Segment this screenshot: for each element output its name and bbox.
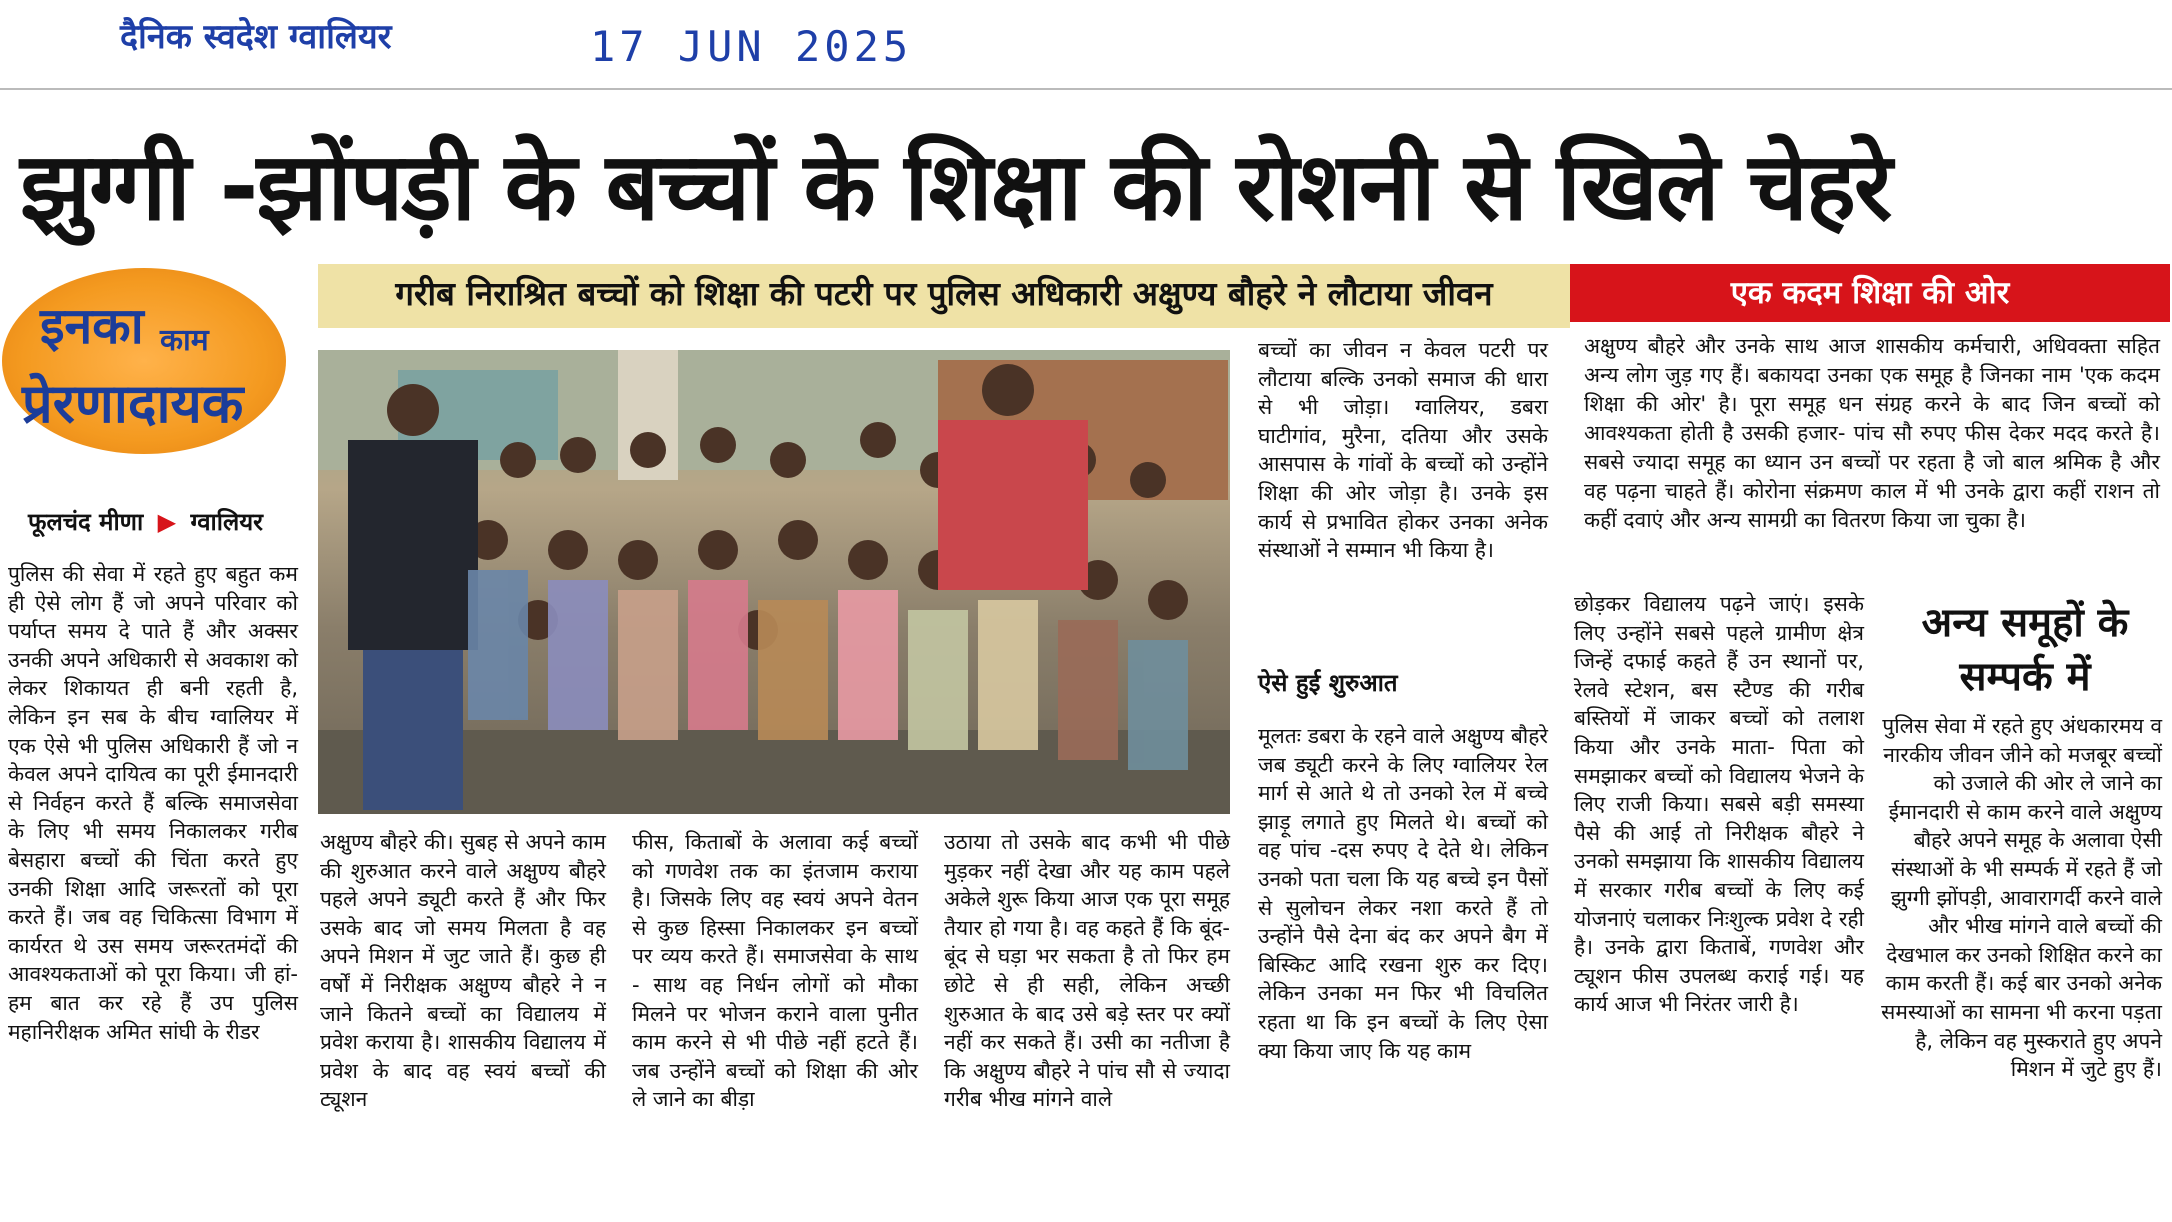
byline-place: ग्वालियर bbox=[190, 508, 263, 536]
subheadline: गरीब निराश्रित बच्चों को शिक्षा की पटरी पर पुलिस अधिकारी अक्षुण्य बौहरे ने लौटाया जीवन bbox=[395, 274, 1493, 313]
article-column-5b: मूलतः डबरा के रहने वाले अक्षुण्य बौहरे जब ड्यूटी करने के लिए ग्वालियर रेल मार्ग से आते थे तो उनको रेल में बच्चे झाड़ू लगाते हुए मिलते थे। बच्चों को वह पांच -दस रुपए दे देते थे। लेकिन उनको पता चला कि यह बच्चे इन पैसों से सुलोचन लेकर नशा करते हैं तो उन्होंने पैसे देना बंद कर अपने बैग में बिस्किट आदि रखना शुरु कर दिए। लेकिन उनका मन फिर भी विचलित रहता था कि इन बच्चों के लिए ऐसा क्या किया जाए कि यह काम bbox=[1258, 724, 1548, 1063]
sidebar-text: अक्षुण्य बौहरे और उनके साथ आज शासकीय कर्मचारी, अधिवक्ता सहित अन्य लोग जुड़ गए हैं। बकायदा उनका एक समूह है जिनका नाम 'एक कदम शिक्षा की ओर' है। पूरा समूह धन संग्रह करने के बाद जिन बच्चों को आवश्यकता होती है उसकी हजार- पांच सौ रुपए फीस देकर मदद करते है। सबसे ज्यादा समूह का ध्यान उन बच्चों पर रहता है जो बाल श्रमिक है और वह पढ़ना चाहते हैं। कोरोना संक्रमण काल में भी उनके द्वारा कहीं राशन तो कहीं दवाएं और अन्य सामग्री का वितरण किया जा चुका है। bbox=[1584, 334, 2160, 532]
triangle-icon: ▶ bbox=[157, 508, 177, 536]
section-subheading: ऐसे हुई शुरुआत bbox=[1258, 669, 1398, 697]
article-column-1: पुलिस की सेवा में रहते हुए बहुत कम ही ऐसे लोग हैं जो अपने परिवार को पर्याप्त समय दे पाते हैं और अक्सर उनकी अपने अधिकारी से अवकाश को लेकर शिकायत ही बनी रहती है, लेकिन इन सब के बीच ग्वालियर में एक ऐसे भी पुलिस अधिकारी हैं जो न केवल अपने दायित्व का पूरी ईमानदारी से निर्वहन करते हैं बल्कि समाजसेवा के लिए भी समय निकालकर गरीब बेसहारा बच्चों की चिंता करते हुए उनकी शिक्षा आदि जरूरतों को पूरा करते हैं। जब वह चिकित्सा विभाग में कार्यरत थे उस समय जरूरतमंदों की आवश्यकताओं को पूरा किया। जी हां- हम बात कर रहे हैं उप पुलिस महानिरीक्षक अमित सांघी के रीडर bbox=[8, 562, 298, 1044]
byline bbox=[28, 505, 263, 538]
side-box-text: पुलिस सेवा में रहते हुए अंधकारमय व नारकीय जीवन जीने को मजबूर बच्चों को उजाले की ओर ले जाने का ईमानदारी से काम करने वाले अक्षुण्य बौहरे अपने समूह के अलावा ऐसी संस्थाओं के भी सम्पर्क में रहते हैं जो झुग्गी झोंपड़ी, आवारागर्दी करने वाले और भीख मांगने वाले बच्चों की देखभाल कर उनको शिक्षित करने का काम करती हैं। कई बार उनको अनेक समस्याओं का सामना भी करना पड़ता है, लेकिन वह मुस्कराते हुए अपने मिशन में जुटे हुए हैं। bbox=[1881, 714, 2162, 1082]
main-headline: झुग्गी -झोंपड़ी के बच्चों के शिक्षा की रोशनी से खिले चेहरे bbox=[20, 133, 1891, 242]
article-column-2: अक्षुण्य बौहरे की। सुबह से अपने काम की शुरुआत करने वाले अक्षुण्य बौहरे पहले अपने ड्यूटी करते हैं और फिर उसके बाद जो समय मिलता है वह अपने मिशन में जुट जाते हैं। कुछ ही वर्षों में निरीक्षक अक्षुण्य बौहरे ने न जाने कितने बच्चों का विद्यालय में प्रवेश कराया है। शासकीय विद्यालय में प्रवेश के बाद वह स्वयं बच्चों की ट्यूशन bbox=[320, 830, 606, 1112]
newspaper-name: दैनिक स्वदेश ग्वालियर bbox=[120, 17, 392, 57]
group-photo-illustration bbox=[318, 350, 1230, 814]
article-column-6: छोड़कर विद्यालय पढ़ने जाएं। इसके लिए उन्होंने सबसे पहले ग्रामीण क्षेत्र जिन्हें दफाई कहते हैं उन स्थानों पर, रेलवे स्टेशन, बस स्टैण्ड की गरीब बस्तियों में जाकर बच्चों को तलाश किया और उनके माता- पिता को समझाकर बच्चों को विद्यालय भेजने के लिए राजी किया। सबसे बड़ी समस्या पैसे की आई तो निरीक्षक बौहरे ने उनको समझाया कि शासकीय विद्यालय में सरकार गरीब बच्चों के लिए कई योजनाएं चलाकर निःशुल्क प्रवेश दे रही है। उनके द्वारा किताबें, गणवेश और ट्यूशन फीस उपलब्ध कराई गई। यह कार्य आज भी निरंतर जारी है। bbox=[1574, 592, 1864, 1017]
date-stamp: 17 JUN 2025 bbox=[590, 22, 913, 71]
badge-text-line1-small: काम bbox=[160, 323, 209, 358]
side-box-heading: अन्य समूहों के सम्पर्क में bbox=[1921, 600, 2129, 700]
group-photo bbox=[318, 350, 1230, 814]
article-column-5a: बच्चों का जीवन न केवल पटरी पर लौटाया बल्कि उनको समाज की धारा से भी जोड़ा। ग्वालियर, डबरा घाटीगांव, मुरैना, दतिया और उसके आसपास के गांवों के बच्चों को उन्होंने शिक्षा की ओर जोड़ा है। उनके इस कार्य से प्रभावित होकर उनका अनेक संस्थाओं ने सम्मान भी किया है। bbox=[1258, 338, 1548, 563]
badge-text-line2: प्रेरणादायक bbox=[22, 372, 244, 435]
byline-author: फूलचंद मीणा bbox=[28, 508, 144, 536]
masthead-divider bbox=[0, 88, 2172, 90]
badge-text-line1: इनका bbox=[40, 297, 144, 355]
article-column-4: उठाया तो उसके बाद कभी भी पीछे मुड़कर नहीं देखा और यह काम पहले अकेले शुरू किया आज एक पूरा समूह तैयार हो गया है। वह कहते हैं कि बूंद- बूंद से घड़ा भर सकता है तो फिर हम छोटे से ही सही, लेकिन अच्छी शुरुआत के बाद उसे बड़े स्तर पर क्यों नहीं कर सकते हैं। उसी का नतीजा है कि अक्षुण्य बौहरे ने पांच सौ से ज्यादा गरीब भीख मांगने वाले bbox=[944, 830, 1230, 1112]
sidebar-title: एक कदम शिक्षा की ओर bbox=[1730, 275, 2010, 311]
article-column-3: फीस, किताबों के अलावा कई बच्चों को गणवेश तक का इंतजाम कराया है। जिसके लिए वह स्वयं अपने वेतन से कुछ हिस्सा निकालकर इन बच्चों पर व्यय करते हैं। समाजसेवा के साथ - साथ वह निर्धन लोगों को मौका मिलने पर भोजन कराने वाला पुनीत काम करने से भी पीछे नहीं हटते हैं। जब उन्होंने बच्चों को शिक्षा की ओर ले जाने का बीड़ा bbox=[632, 830, 918, 1112]
